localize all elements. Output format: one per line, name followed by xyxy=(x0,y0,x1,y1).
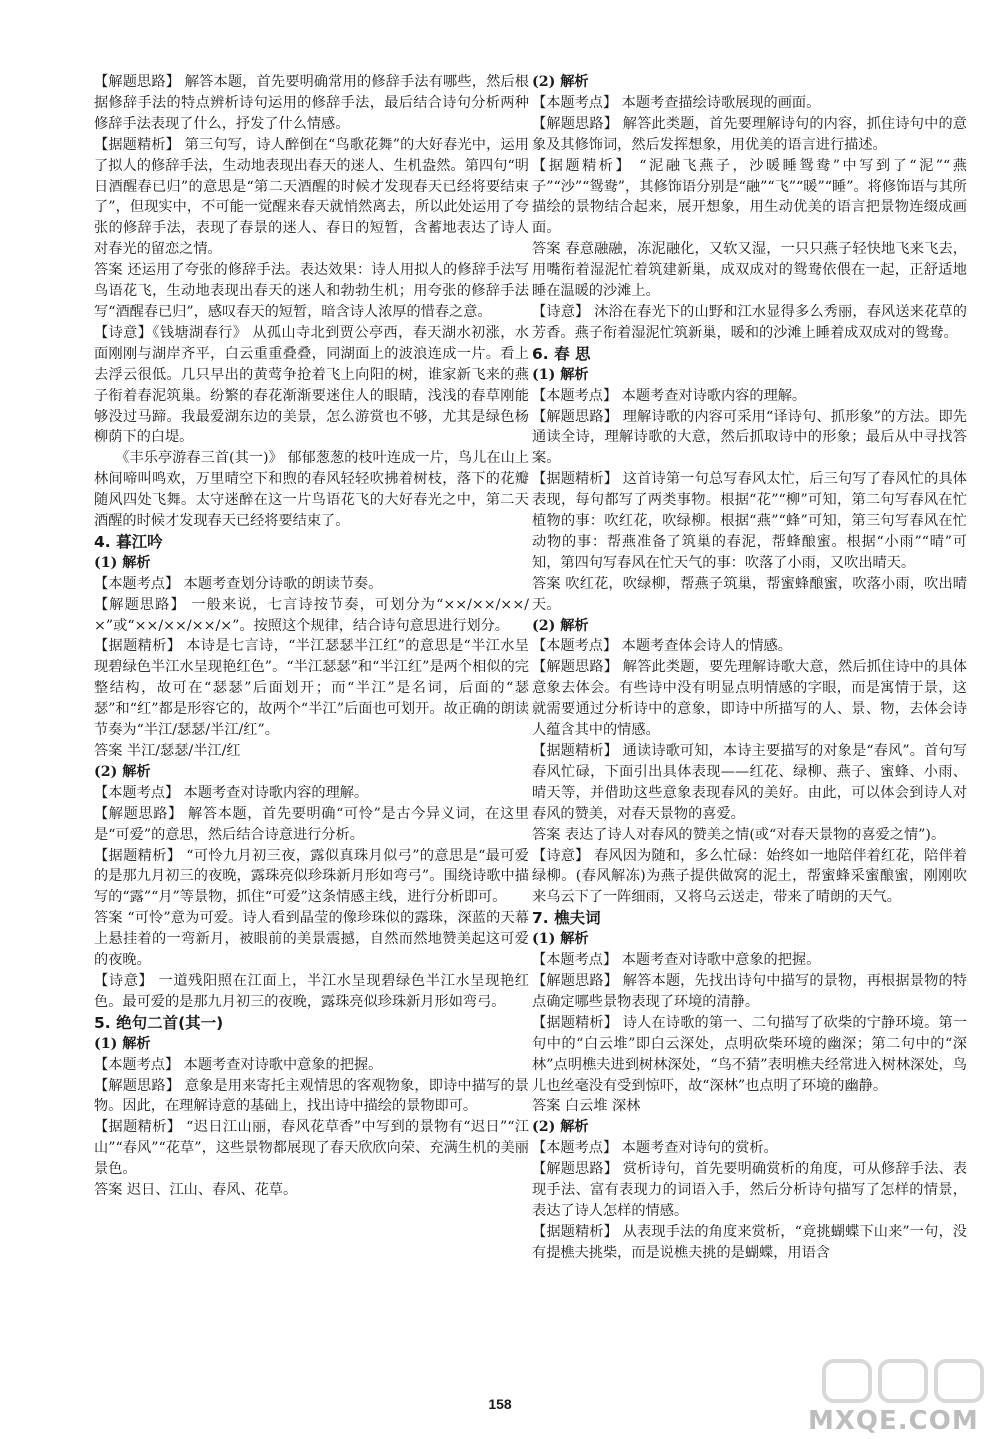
subquestion-label: (2) 解析 xyxy=(532,74,589,90)
paragraph: 【本题考点】 本题考查划分诗歌的朗读节奏。 xyxy=(94,575,383,592)
paragraph: 【据题精析】 从表现手法的角度来赏析，“竟挑蝴蝶下山来”一句，没有提樵夫挑柴，而是说樵夫挑的是蝴蝶，用语含 xyxy=(532,1223,967,1261)
paragraph: 【解题思路】 赏析诗句，首先要明确赏析的角度，可从修辞手法、表现手法、富有表现力的词语入手，然后分析诗句描写了怎样的情景，表达了诗人怎样的情感。 xyxy=(532,1161,967,1219)
right-column xyxy=(532,72,967,1264)
answer-paragraph: 答案 “可怜”意为可爱。诗人看到晶莹的像珍珠似的露珠，深蓝的天幕上悬挂着的一弯新月，被眼前的美景震撼，自然而然地赞美起这可爱的夜晚。 xyxy=(94,910,529,969)
answer-paragraph: 答案 迟日、江山、春风、花草。 xyxy=(94,1182,298,1199)
subquestion-label: (2) 解析 xyxy=(532,1119,589,1136)
paragraph: 【据题精析】 “泥融飞燕子，沙暖睡鸳鸯”中写到了“泥”“燕子”“沙”“鸳鸯”，其修饰语分别是“融”“飞”“暖”“睡”。将修饰语与其所描绘的景物结合起来，展开想象，用生动优美的语言把景物连缀成画面。 xyxy=(532,157,967,237)
answer-paragraph: 答案 吹红花，吹绿柳，帮燕子筑巢，帮蜜蜂酿蜜，吹落小雨，吹出晴天。 xyxy=(532,575,967,613)
watermark-text: MXQE.COM xyxy=(808,1406,979,1436)
paragraph: 【据题精析】 通读诗歌可知，本诗主要描写的对象是“春风”。首句写春风忙碌，下面引出具体表现——红花、绿柳、燕子、蜜蜂、小雨、晴天等，并借助这些意象表现春风的美好。由此，可以体会到诗人对春风的赞美，对春天景物的喜爱。 xyxy=(532,743,967,822)
subquestion-label: (1) 解析 xyxy=(94,554,151,571)
paragraph: 【解题思路】 解答本题，先找出诗句中描写的景物，再根据景物的特点确定哪些景物表现了环境的清静。 xyxy=(532,972,967,1010)
section-heading-4: 4. 暮江吟 xyxy=(94,532,163,551)
subquestion-label: (2) 解析 xyxy=(94,763,151,780)
section-heading-6: 6. 春 思 xyxy=(532,344,591,363)
page-number: 158 xyxy=(488,1396,512,1412)
left-column xyxy=(94,72,529,1201)
paragraph: 【解题思路】 理解诗歌的内容可采用“译诗句、抓形象”的方法。即先通读全诗，理解诗歌的大意，然后抓取诗中的形象；最后从中寻找答案。 xyxy=(532,408,967,467)
paragraph: 【诗意】 春风因为随和，多么忙碌：始终如一地陪伴着红花，陪伴着绿柳。(春风解冻)为燕子提供做窝的泥土，帮蜜蜂采蜜酿蜜，刚刚吹来乌云下了一阵细雨，又将乌云送走，带来了晴朗的天气。 xyxy=(532,847,967,906)
paragraph: 【解题思路】 解答本题，首先要明确常用的修辞手法有哪些，然后根据修辞手法的特点辨析诗句运用的修辞手法，最后结合诗句分析两种修辞手法表现了什么，抒发了什么情感。 xyxy=(94,74,529,132)
section-heading-7: 7. 樵夫词 xyxy=(532,909,601,928)
paragraph: 【解题思路】 解答此类题，要先理解诗歌大意，然后抓住诗中的具体意象去体会。有些诗中没有明显点明情感的字眼，而是寓情于景，这就需要通过分析诗中的意象，即诗中所描写的人、景、物，去体会诗人蕴含其中的情感。 xyxy=(532,659,967,739)
paragraph: 【本题考点】 本题考查体会诗人的情感。 xyxy=(532,638,792,655)
paragraph: 【本题考点】 本题考查描绘诗歌展现的画面。 xyxy=(532,94,821,111)
paragraph: 【据题精析】 这首诗第一句总写春风太忙，后三句写了春风忙的具体表现，每句都写了两类事物。根据“花”“柳”可知，第二句写春风在忙植物的事：吹红花，吹绿柳。根据“燕”“蜂”可知，第三句写春风在忙动物的事：帮燕准备了筑巢的春泥，帮蜂酿蜜。根据“小雨”“晴”可知，第四句写春风在忙天气的事：吹落了小雨，又吹出晴天。 xyxy=(532,471,967,571)
paragraph: 【据题精析】 本诗是七言诗，“半江瑟瑟半江红”的意思是“半江水呈现碧绿色半江水呈现艳红色”。“半江瑟瑟”和“半江红”是两个相似的完整结构，故可在“瑟瑟”后面划开；而“半江”是名词，后面的“瑟瑟”和“红”都是形容它的，故两个“半江”后面也可划开。故正确的朗读节奏为“半江/瑟瑟/半江/红”。 xyxy=(94,638,529,739)
paragraph: 【据题精析】 第三句写，诗人醉倒在“鸟歌花舞”的大好春光中，运用了拟人的修辞手法，生动地表现出春天的迷人、生机盎然。第四句“明日酒醒春已归”的意思是“第二天酒醒的时候才发现春天已经将要结束了”，但现实中，不可能一觉醒来春天就悄然离去，所以此处运用了夸张的修辞手法，表现了春景的迷人、春日的短暂，含蓄地表达了诗人对春光的留恋之情。 xyxy=(94,136,529,258)
paragraph: 【据题精析】 诗人在诗歌的第一、二句描写了砍柴的宁静环境。第一句中的“白云堆”即白云深处，点明砍柴环境的幽深；第二句中的“深林”点明樵夫进到树林深处，“鸟不猜”表明樵夫经常进入树林深处，鸟儿也丝毫没有受到惊吓，故“深林”也点明了环境的幽静。 xyxy=(532,1014,967,1094)
paragraph: 【解题思路】 意象是用来寄托主观情思的客观物象，即诗中描写的景物。因此，在理解诗意的基础上，找出诗中描绘的景物即可。 xyxy=(94,1077,529,1115)
paragraph: 【本题考点】 本题考查对诗歌内容的理解。 xyxy=(532,387,807,404)
paragraph: 【据题精析】 “迟日江山丽，春风花草香”中写到的景物有“迟日”“江山”“春风”“花草”，这些景物都展现了春天欣欣向荣、充满生机的美丽景色。 xyxy=(94,1119,529,1178)
subquestion-label: (1) 解析 xyxy=(532,931,589,948)
answer-paragraph: 答案 表达了诗人对春风的赞美之情(或“对春天景物的喜爱之情”)。 xyxy=(532,826,946,843)
paragraph: 《丰乐亭游春三首(其一)》 郁郁葱葱的枝叶连成一片，鸟儿在山上林间啼叫鸣欢，万里晴空下和煦的春风轻轻吹拂着树枝，落下的花瓣随风四处飞舞。太守迷醉在这一片鸟语花飞的大好春光之中，第二天酒醒的时候才发现春天已经将要结束了。 xyxy=(94,450,529,530)
answer-paragraph: 答案 半江/瑟瑟/半江/红 xyxy=(94,743,241,759)
subquestion-label: (1) 解析 xyxy=(94,1035,151,1052)
paragraph: 【本题考点】 本题考查对诗歌中意象的把握。 xyxy=(94,1056,383,1073)
subquestion-label: (1) 解析 xyxy=(532,366,589,383)
answer-paragraph: 答案 还运用了夸张的修辞手法。表达效果：诗人用拟人的修辞手法写鸟语花飞，生动地表现出春天的迷人和勃勃生机；用夸张的修辞手法写“酒醒春已归”，感叹春天的短暂，暗含诗人浓厚的惜春之意。 xyxy=(94,262,529,320)
paragraph: 【本题考点】 本题考查对诗歌中意象的把握。 xyxy=(532,952,821,969)
paragraph: 【本题考点】 本题考查对诗句的赏析。 xyxy=(532,1140,778,1157)
paragraph: 【解题思路】 一般来说，七言诗按节奏，可划分为“××/××/××/×”或“××/××/××/×”。按照这个规律，结合诗句意思进行划分。 xyxy=(94,596,529,634)
paragraph: 【解题思路】 解答本题，首先要明确“可怜”是古今异义词，在这里是“可爱”的意思，然后结合诗意进行分析。 xyxy=(94,805,529,843)
paragraph: 【诗意】 一道残阳照在江面上，半江水呈现碧绿色半江水呈现艳红色。最可爱的是那九月初三的夜晚，露珠亮似珍珠新月形如弯弓。 xyxy=(94,972,529,1010)
paragraph: 【解题思路】 解答此类题，首先要理解诗句的内容，抓住诗句中的意象及其修饰词，然后发挥想象，用优美的语言进行描述。 xyxy=(532,115,967,153)
answer-paragraph: 答案 白云堆 深林 xyxy=(532,1098,641,1115)
subquestion-label: (2) 解析 xyxy=(532,617,589,634)
section-heading-5: 5. 绝句二首(其一) xyxy=(94,1013,224,1032)
paragraph: 【诗意】 沐浴在春光下的山野和江水显得多么秀丽，春风送来花草的芳香。燕子衔着湿泥忙筑新巢，暖和的沙滩上睡着成双成对的鸳鸯。 xyxy=(532,303,967,341)
answer-paragraph: 答案 春意融融，冻泥融化，又软又湿，一只只燕子轻快地飞来飞去，用嘴衔着湿泥忙着筑建新巢，成双成对的鸳鸯依偎在一起，正舒适地睡在温暖的沙滩上。 xyxy=(532,241,967,300)
paragraph: 【据题精析】 “可怜九月初三夜，露似真珠月似弓”的意思是“最可爱的是那九月初三的夜晚，露珠亮似珍珠新月形如弯弓”。围绕诗歌中描写的“露”“月”等景物，抓住“可爱”这条情感主线，进行分析即可。 xyxy=(94,847,529,906)
paragraph: 【诗意】《钱塘湖春行》 从孤山寺北到贾公亭西，春天湖水初涨，水面刚刚与湖岸齐平，白云重重叠叠，同湖面上的波浪连成一片。看上去浮云很低。几只早出的黄莺争抢着飞上向阳的树，谁家新飞来的燕子衔着春泥筑巢。纷繁的春花渐渐要迷住人的眼睛，浅浅的春草刚能够没过马蹄。我最爱湖东边的美景，怎么游赏也不够，尤其是绿色杨柳荫下的白堤。 xyxy=(94,324,529,446)
paragraph: 【本题考点】 本题考查对诗歌内容的理解。 xyxy=(94,784,369,801)
